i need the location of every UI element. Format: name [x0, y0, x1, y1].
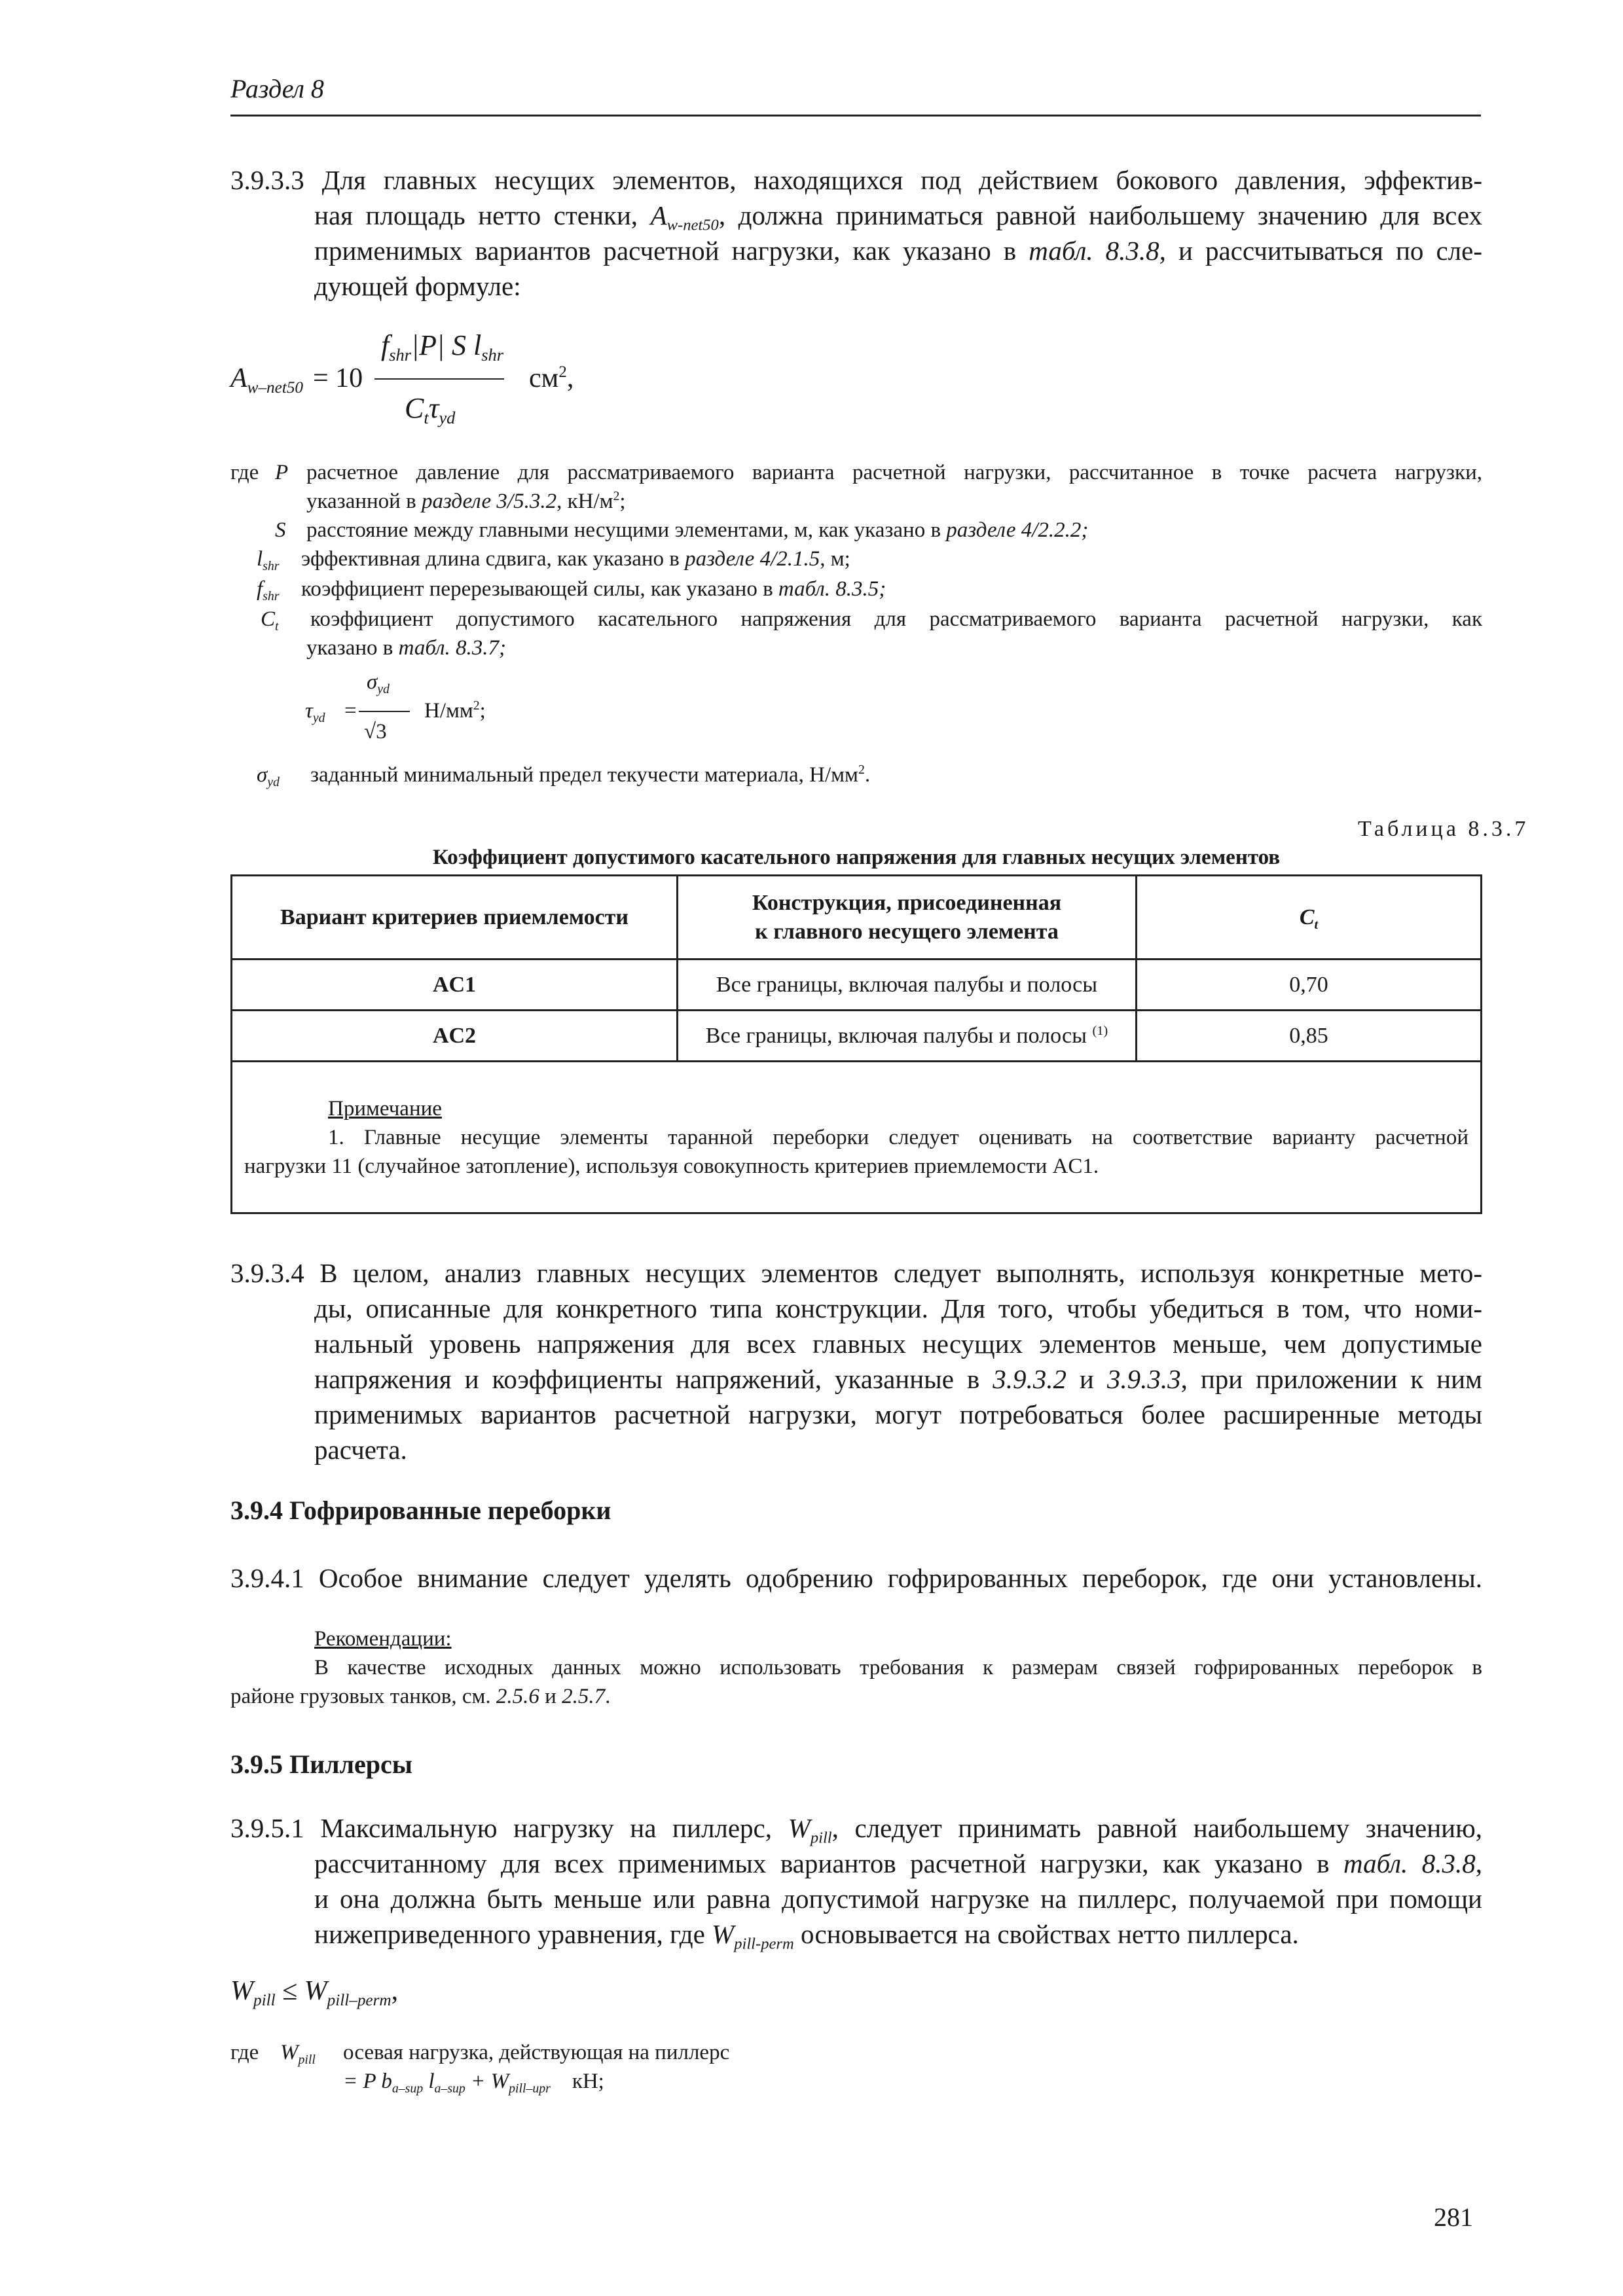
- tau-fraction-bar: [359, 711, 410, 712]
- p3934-line2: ды, описанные для конкретного типа конструкции. Для того, чтобы убедиться в том, что номи-: [314, 1293, 1482, 1323]
- paragraph-3-9-3-3: [230, 162, 1482, 304]
- p3933-line2: [230, 198, 1482, 233]
- p3933-text: и рассчитываться по сле-: [1165, 236, 1482, 266]
- table-row: [232, 1011, 1482, 1062]
- table-note: [232, 1062, 1482, 1213]
- p3933-text: ная площадь нетто стенки,: [314, 200, 651, 230]
- tau-symbol: $\tau_{yd}$: [305, 699, 325, 725]
- section-header: Раздел 8: [230, 74, 324, 103]
- formula1-eq: = 10: [313, 363, 363, 393]
- table-label: Таблица 8.3.7: [1358, 817, 1529, 841]
- formula1-lhs: $A_{w-net50}$: [230, 363, 304, 397]
- where-c-symbol: $C_t$: [261, 607, 279, 634]
- page-number: 281: [1434, 2202, 1473, 2232]
- p3934-line6: расчета.: [314, 1435, 407, 1465]
- where2-text: осевая нагрузка, действующая на пиллерс: [343, 2041, 730, 2064]
- header-ct: $C_t$: [1137, 876, 1482, 960]
- tau-unit: $Н/мм^2$;: [424, 698, 486, 723]
- paragraph-3-9-5-1: [230, 1810, 1482, 1952]
- formula1-fraction-bar: [374, 378, 504, 380]
- table-note-row: [232, 1062, 1482, 1213]
- cell-construction: Все границы, включая палубы и полосы: [678, 960, 1137, 1011]
- p3951-line1: 3.9.5.1 Максимальную нагрузку на пиллерс, $W_{pill}$, следует принимать равной наибольшему значению,: [230, 1813, 1482, 1847]
- header-variant: Вариант критериев приемлемости: [232, 876, 678, 960]
- header-construction: Конструкция, присоединенная к главного несущего элемента: [678, 876, 1137, 960]
- rec-title: Рекомендации:: [314, 1627, 452, 1651]
- p3951-line3: и она должна быть меньше или равна допустимой нагрузке на пиллерс, получаемой при помощи: [314, 1884, 1482, 1914]
- tau-eq: =: [344, 699, 357, 723]
- where-p-text: расчетное давление для рассматриваемого варианта расчетной нагрузки, рассчитанное в точке расчета нагрузки,: [306, 461, 1482, 484]
- where-sigma-text: заданный минимальный предел текучести материала, $Н/мм^2$.: [310, 762, 871, 787]
- paragraph-3-9-4-1: 3.9.4.1 Особое внимание следует уделять одобрению гофрированных переборок, где они установлены.: [230, 1563, 1482, 1593]
- p3933-text: , должна приниматься равной наибольшему значению для всех: [718, 200, 1483, 230]
- formula1-numerator: $f_{shr}|P|$ S $l_{shr}$: [381, 329, 504, 365]
- table-header-row: [232, 876, 1482, 960]
- note-line2: нагрузки 11 (случайное затопление), используя совокупность критериев приемлемости AC1.: [244, 1154, 1099, 1178]
- note-title: Примечание: [328, 1096, 442, 1121]
- where-l-text: эффективная длина сдвига, как указано в разделе 4/2.1.5, м;: [301, 547, 850, 571]
- p3951-line2: рассчитанному для всех применимых вариантов расчетной нагрузки, как указано в табл. 8.3.8,: [314, 1848, 1482, 1878]
- heading-3-9-5: 3.9.5 Пиллерсы: [230, 1749, 413, 1779]
- note-line1: 1. Главные несущие элементы таранной переборки следует оценивать на соответствие варианту расчетной: [328, 1125, 1468, 1149]
- rec-line1: В качестве исходных данных можно использовать требования к размерам связей гофрированных переборок в: [314, 1656, 1482, 1679]
- where-f-text: коэффициент перерезывающей силы, как указано в табл. 8.3.5;: [301, 577, 886, 601]
- recommendations: [230, 1624, 1482, 1711]
- p3933-text: применимых вариантов расчетной нагрузки, как указано в: [314, 236, 1029, 266]
- where-f-symbol: $f_{shr}$: [257, 577, 280, 603]
- table-row: [232, 960, 1482, 1011]
- where-c-text: коэффициент допустимого касательного напряжения для рассматриваемого варианта расчетной нагрузки, как: [310, 607, 1482, 631]
- p3933-line3: [230, 233, 1482, 268]
- rec-line2: районе грузовых танков, см. 2.5.6 и 2.5.7.: [230, 1685, 611, 1708]
- header-rule: [230, 115, 1481, 117]
- ct-table: [230, 874, 1482, 1214]
- where-sigma-symbol: $\sigma_{yd}$: [257, 763, 280, 789]
- cell-variant: AC1: [232, 960, 678, 1011]
- tau-denominator: √3: [364, 720, 387, 744]
- where-gde: где: [230, 461, 259, 484]
- tau-numerator: $\sigma_{yd}$: [367, 670, 390, 696]
- where-s-text: расстояние между главными несущими элементами, м, как указано в разделе 4/2.2.2;: [306, 518, 1089, 542]
- cell-construction: Все границы, включая палубы и полосы $^{(1)}$: [678, 1011, 1137, 1062]
- symbol-a-sub: w-net50: [666, 216, 719, 234]
- where2-equation: = P $b_{a-sup}$ $l_{a-sup} + W_{pill-upr}$ кН;: [343, 2070, 604, 2096]
- symbol-a: A: [650, 200, 667, 230]
- where-c-text2: указано в табл. 8.3.7;: [306, 636, 506, 660]
- where2-gde: где: [230, 2041, 259, 2064]
- formula1-denominator: $C_t\tau_{yd}$: [405, 392, 456, 428]
- ref-table-8-3-8: табл. 8.3.8,: [1029, 236, 1166, 266]
- paragraph-3-9-3-4: [230, 1255, 1482, 1467]
- where-s-symbol: S: [275, 518, 286, 542]
- p3934-line3: нальный уровень напряжения для всех главных несущих элементов меньше, чем допустимые: [314, 1329, 1482, 1359]
- p3951-line4: нижеприведенного уравнения, где $W_{pill-perm}$ основывается на свойствах нетто пиллерса.: [314, 1919, 1299, 1953]
- formula1-unit: $см^2$,: [529, 363, 574, 393]
- where-p-text2: указанной в разделе 3/5.3.2, $кН/м^2$;: [306, 489, 626, 513]
- cell-value: 0,85: [1137, 1011, 1482, 1062]
- table-title: Коэффициент допустимого касательного напряжения для главных несущих элементов: [432, 846, 1281, 869]
- cell-variant: AC2: [232, 1011, 678, 1062]
- where-l-symbol: $l_{shr}$: [257, 547, 280, 573]
- p3934-line4: напряжения и коэффициенты напряжений, указанные в 3.9.3.2 и 3.9.3.3, при приложении к ним: [314, 1364, 1482, 1394]
- where2-w-symbol: $W_{pill}$: [280, 2041, 316, 2067]
- p3934-line1: 3.9.3.4 В целом, анализ главных несущих элементов следует выполнять, используя конкретные мето-: [230, 1258, 1482, 1288]
- where-p-symbol: P: [275, 461, 289, 484]
- p3933-line1: 3.9.3.3 Для главных несущих элементов, находящихся под действием бокового давления, эффектив-: [230, 165, 1482, 195]
- p3934-line5: применимых вариантов расчетной нагрузки, могут потребоваться более расширенные методы: [314, 1399, 1482, 1429]
- cell-value: 0,70: [1137, 960, 1482, 1011]
- p3933-line4: дующей формуле:: [314, 271, 521, 301]
- heading-3-9-4: 3.9.4 Гофрированные переборки: [230, 1496, 611, 1525]
- formula-w-pill: $W_{pill} \le W_{pill-perm}$,: [230, 1976, 399, 2009]
